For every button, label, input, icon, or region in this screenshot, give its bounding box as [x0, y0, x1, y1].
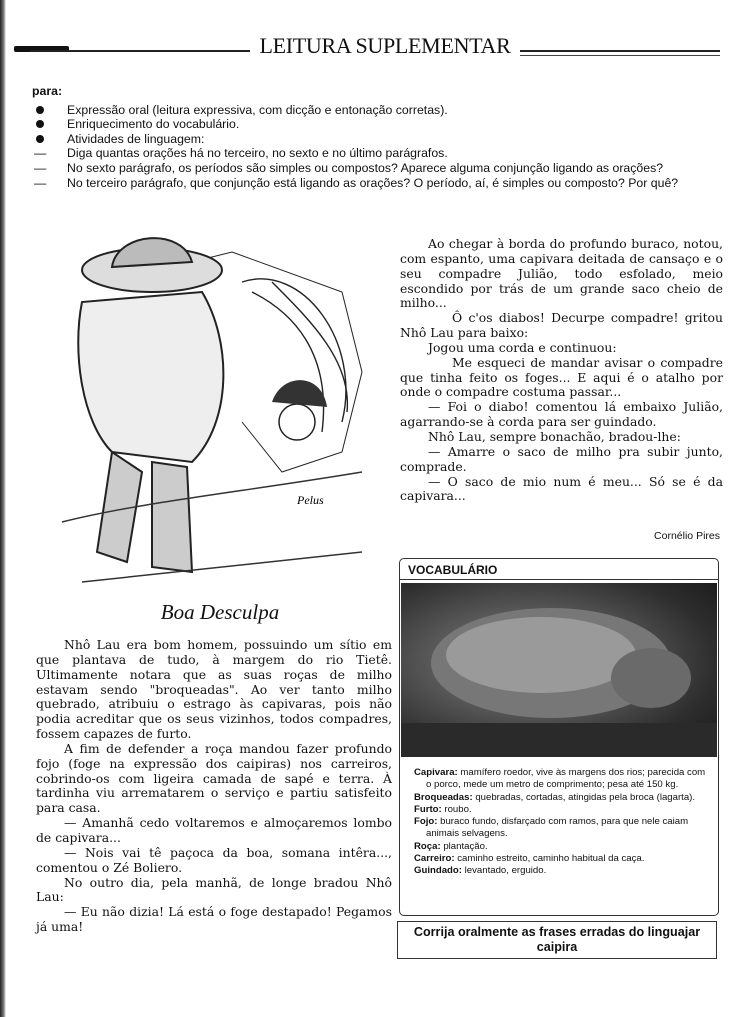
vocabulary-entry: Carreiro: caminho estreito, caminho habitual da caça. — [414, 853, 645, 865]
illustrator-signature: Pelus — [297, 493, 324, 507]
vocabulary-entry: Furto: roubo. — [414, 803, 472, 815]
scan-binding-edge — [0, 0, 6, 1017]
bullet-item: Atividades de linguagem: — [32, 132, 722, 147]
bullet-item: Enriquecimento do vocabulário. — [32, 117, 722, 132]
vocabulary-entry: Roça: plantação. — [414, 840, 488, 852]
header-rule-secondary — [515, 55, 720, 56]
coat-figure — [78, 292, 223, 462]
bullet-icon — [36, 120, 44, 128]
vocabulary-entry: Fojo: buraco fundo, disfarçado com ramos, para que nele caiam animais selvagens. — [414, 816, 689, 840]
vocabulary-entry: Guindado: levantado, erguido. — [414, 865, 547, 877]
story-paragraph: Ao chegar à borda do profundo buraco, notou, com espanto, uma capivara deitada de cansaço e o seu compadre Julião, todo esfolado, meio escondido por trás de um grande saco cheio de milho... — [400, 236, 723, 311]
story-paragraph: A fim de defender a roça mandou fazer profundo fojo (foge na expressão dos caipiras) nos carreiros, cobrindo-os com ligeira camada de sapé e terra. À tardinha viu arrematarem o serviço e partiu satisfeito para casa. — [36, 740, 392, 816]
story-right-column — [400, 237, 723, 504]
dash-icon: — — [34, 175, 47, 190]
vocabulary-title: VOCABULÁRIO — [408, 563, 498, 577]
story-paragraph: Me esqueci de mandar avisar o compadre que tinha feito os foges... E aqui é o atalho por onde o compadre costuma passar... — [400, 354, 723, 400]
story-paragraph: — O saco de mio num é meu... Só se é da capivara... — [400, 473, 723, 504]
bullet-item: Expressão oral (leitura expressiva, com dicção e entonação corretas). — [32, 103, 722, 118]
question-item: — No sexto parágrafo, os períodos são simples ou compostos? Aparece alguma conjunção ligando as orações? — [34, 160, 664, 175]
question-item: — No terceiro parágrafo, que conjunção está ligando as orações? O período, aí, é simples ou composto? Por quê? — [34, 175, 679, 190]
vocabulary-list — [414, 767, 710, 878]
story-title: Boa Desculpa — [160, 600, 280, 624]
story-left-column — [36, 638, 392, 935]
capybara-photo — [401, 583, 717, 757]
capybara-icon — [401, 583, 717, 757]
vocabulary-box — [399, 558, 719, 916]
story-illustration — [42, 222, 387, 597]
story-paragraph: Jogou uma corda e continuou: — [428, 339, 617, 355]
vocabulary-divider — [400, 579, 718, 580]
story-author: Cornélio Pires — [654, 530, 720, 542]
exercise-box: Corrija oralmente as frases erradas do linguajar caipira — [397, 921, 717, 959]
story-paragraph: — Foi o diabo! comentou lá embaixo Julião, agarrando-se à corda para ser guindado. — [400, 399, 723, 430]
activities-label: para: — [32, 84, 63, 98]
bullet-icon — [36, 106, 44, 114]
dash-icon: — — [34, 146, 47, 161]
story-paragraph: — Amarre o saco de milho pra subir junto, comprade. — [400, 443, 723, 474]
dash-icon: — — [34, 160, 47, 175]
story-paragraph: Nhô Lau, sempre bonachão, bradou-lhe: — [428, 428, 681, 444]
story-paragraph: No outro dia, pela manhã, de longe bradou Nhô Lau: — [36, 874, 392, 905]
activities-section — [32, 84, 722, 190]
vocabulary-entry: Broqueadas: quebradas, cortadas, atingidas pela broca (lagarta). — [414, 791, 696, 803]
story-paragraph: — Eu não dizia! Lá está o foge destapado! Pegamos já uma! — [36, 904, 392, 935]
hidden-man-face — [279, 404, 315, 440]
page-title: LEITURA SUPLEMENTAR — [250, 33, 520, 59]
story-paragraph: — Amanhã cedo voltaremos e almoçaremos lombo de capivara... — [36, 815, 392, 845]
story-paragraph: Nhô Lau era bom homem, possuindo um sítio em que plantava de tudo, à margem do rio Tietê. Ultimamente notara que as suas roças de milho estavam sendo "broqueadas". Ao ver tanto milho quebrado, atribuiu o estrago às capivaras, pois não podia acreditar que os seus vizinhos, todos compadres, fossem capazes de furto. — [36, 637, 392, 742]
story-paragraph: — Nois vai tê paçoca da boa, somana intêra..., comentou o Zé Boliero. — [36, 844, 392, 875]
story-paragraph: Ô c'os diabos! Decurpe compadre! gritou Nhô Lau para baixo: — [400, 310, 723, 341]
question-item: — Diga quantas orações há no terceiro, no sexto e no último parágrafos. — [34, 146, 448, 161]
bullet-icon — [36, 135, 44, 143]
vocabulary-entry: Capivara: mamífero roedor, vive às margens dos rios; parecida com o porco, mede um metro de comprimento; pesa até 150 kg. — [414, 767, 706, 791]
